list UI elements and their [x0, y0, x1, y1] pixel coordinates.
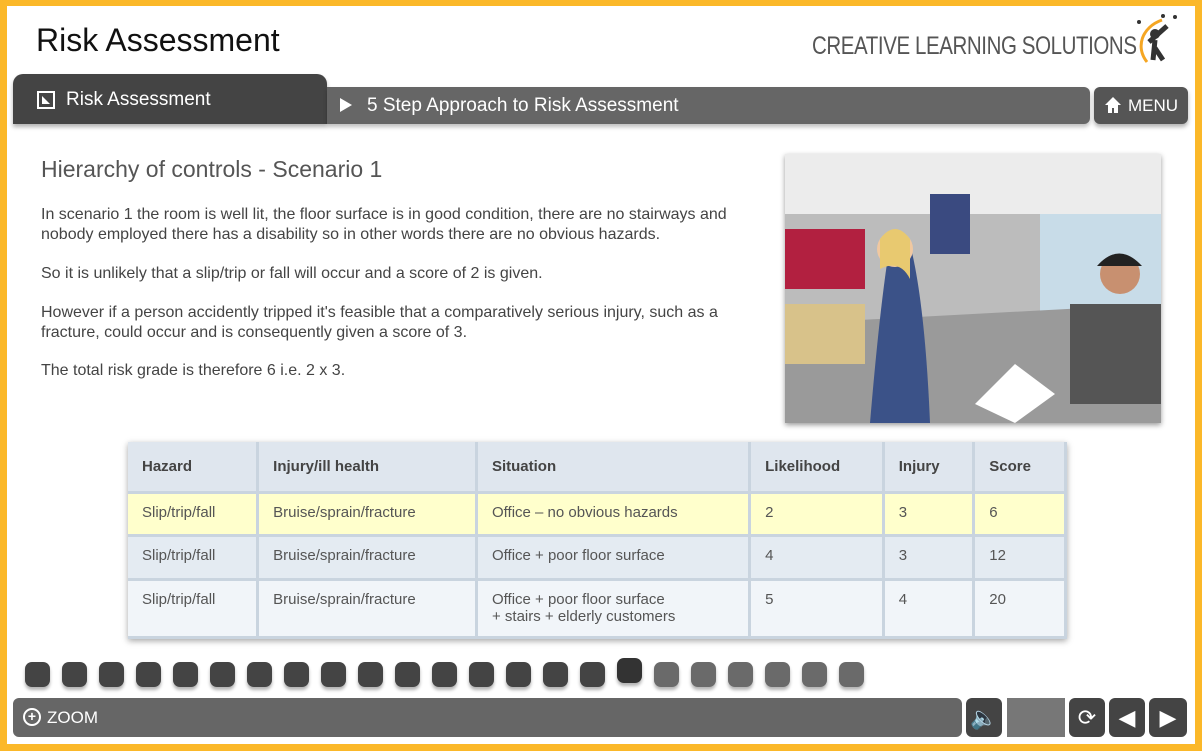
column-header: Score — [974, 442, 1066, 492]
table-row — [128, 535, 1066, 579]
slide-dot[interactable] — [321, 662, 346, 687]
table-cell: 3 — [883, 492, 974, 535]
chevron-right-icon: ▶ — [1159, 705, 1177, 730]
slide-dot[interactable] — [99, 662, 124, 687]
current-slide-dot[interactable] — [617, 658, 642, 683]
table-cell: 4 — [883, 579, 974, 637]
slide-dot[interactable] — [247, 662, 272, 687]
slide-dot[interactable] — [395, 662, 420, 687]
table-header-row — [128, 442, 1066, 492]
table-cell: Office + poor floor surface — [476, 535, 749, 579]
slide-dot[interactable] — [62, 662, 87, 687]
table-cell: Slip/trip/fall — [128, 492, 258, 535]
chevron-left-icon: ◀ — [1118, 705, 1136, 730]
table-cell: Office + poor floor surface + stairs + elderly customers — [476, 579, 749, 637]
logo-figure-icon — [1127, 12, 1187, 64]
column-header: Situation — [476, 442, 749, 492]
column-header: Injury/ill health — [258, 442, 477, 492]
paragraph: However if a person accidently tripped it's feasible that a comparatively serious injury, such as a fracture, could occur and is consequently given a score of 3. — [41, 304, 718, 341]
table-row — [128, 579, 1066, 637]
table-cell: 12 — [974, 535, 1066, 579]
column-header: Likelihood — [750, 442, 884, 492]
section-heading: Hierarchy of controls - Scenario 1 — [41, 156, 383, 182]
menu-button[interactable] — [1094, 87, 1188, 124]
slide-dot[interactable] — [728, 662, 753, 687]
paragraph: The total risk grade is therefore 6 i.e. 2 x 3. — [41, 362, 346, 379]
slide-dot[interactable] — [358, 662, 383, 687]
table-cell: 20 — [974, 579, 1066, 637]
slide-dot[interactable] — [802, 662, 827, 687]
zoom-in-icon: + — [23, 708, 41, 726]
table-cell: Bruise/sprain/fracture — [258, 535, 477, 579]
slide-dot[interactable] — [173, 662, 198, 687]
table-cell: 4 — [750, 535, 884, 579]
slide-dot[interactable] — [543, 662, 568, 687]
table-cell: Bruise/sprain/fracture — [258, 492, 477, 535]
slide-dot[interactable] — [691, 662, 716, 687]
volume-button[interactable] — [966, 698, 1002, 737]
slide-dot[interactable] — [25, 662, 50, 687]
previous-button[interactable] — [1109, 698, 1145, 737]
speaker-icon: 🔈 — [970, 705, 998, 730]
risk-table — [128, 442, 1067, 639]
slide-dot[interactable] — [839, 662, 864, 687]
slide-dot[interactable] — [432, 662, 457, 687]
table-cell: Bruise/sprain/fracture — [258, 579, 477, 637]
table-cell: 2 — [750, 492, 884, 535]
paragraph: So it is unlikely that a slip/trip or fall will occur and a score of 2 is given. — [41, 265, 543, 282]
slide-dot[interactable] — [210, 662, 235, 687]
table-cell: Slip/trip/fall — [128, 579, 258, 637]
page-indicator — [1007, 698, 1065, 737]
table-cell: 5 — [750, 579, 884, 637]
table-cell: 3 — [883, 535, 974, 579]
slide-dot[interactable] — [765, 662, 790, 687]
column-header: Hazard — [128, 442, 258, 492]
home-icon — [1104, 96, 1122, 114]
tab-label: Risk Assessment — [66, 89, 211, 110]
menu-label: MENU — [1128, 96, 1179, 115]
slide-dot[interactable] — [506, 662, 531, 687]
module-icon — [37, 91, 55, 109]
slide-dot[interactable] — [284, 662, 309, 687]
office-scene-illustration — [785, 154, 1161, 423]
play-arrow-icon — [340, 98, 352, 112]
table-cell: Office – no obvious hazards — [476, 492, 749, 535]
next-button[interactable] — [1149, 698, 1187, 737]
slide-dot[interactable] — [469, 662, 494, 687]
slide-dot[interactable] — [654, 662, 679, 687]
table-cell: Slip/trip/fall — [128, 535, 258, 579]
zoom-button[interactable] — [13, 698, 962, 737]
table-cell: 6 — [974, 492, 1066, 535]
company-logo: CREATIVE LEARNING SOLUTIONS — [812, 32, 1137, 60]
replay-button[interactable] — [1069, 698, 1105, 737]
page-title: Risk Assessment — [36, 22, 280, 58]
tab-risk-assessment[interactable] — [13, 74, 327, 124]
breadcrumb-label: 5 Step Approach to Risk Assessment — [367, 95, 679, 116]
slide-progress — [25, 662, 864, 687]
slide-dot[interactable] — [136, 662, 161, 687]
paragraph: In scenario 1 the room is well lit, the floor surface is in good condition, there are no stairways and nobody employed there has a disability so in other words there are no obvious hazards. — [41, 206, 727, 243]
breadcrumb — [327, 87, 1090, 124]
course-frame — [7, 6, 1195, 744]
slide-dot[interactable] — [580, 662, 605, 687]
replay-icon: ⟳ — [1077, 705, 1097, 730]
table-row — [128, 492, 1066, 535]
zoom-label: ZOOM — [47, 708, 98, 727]
column-header: Injury — [883, 442, 974, 492]
